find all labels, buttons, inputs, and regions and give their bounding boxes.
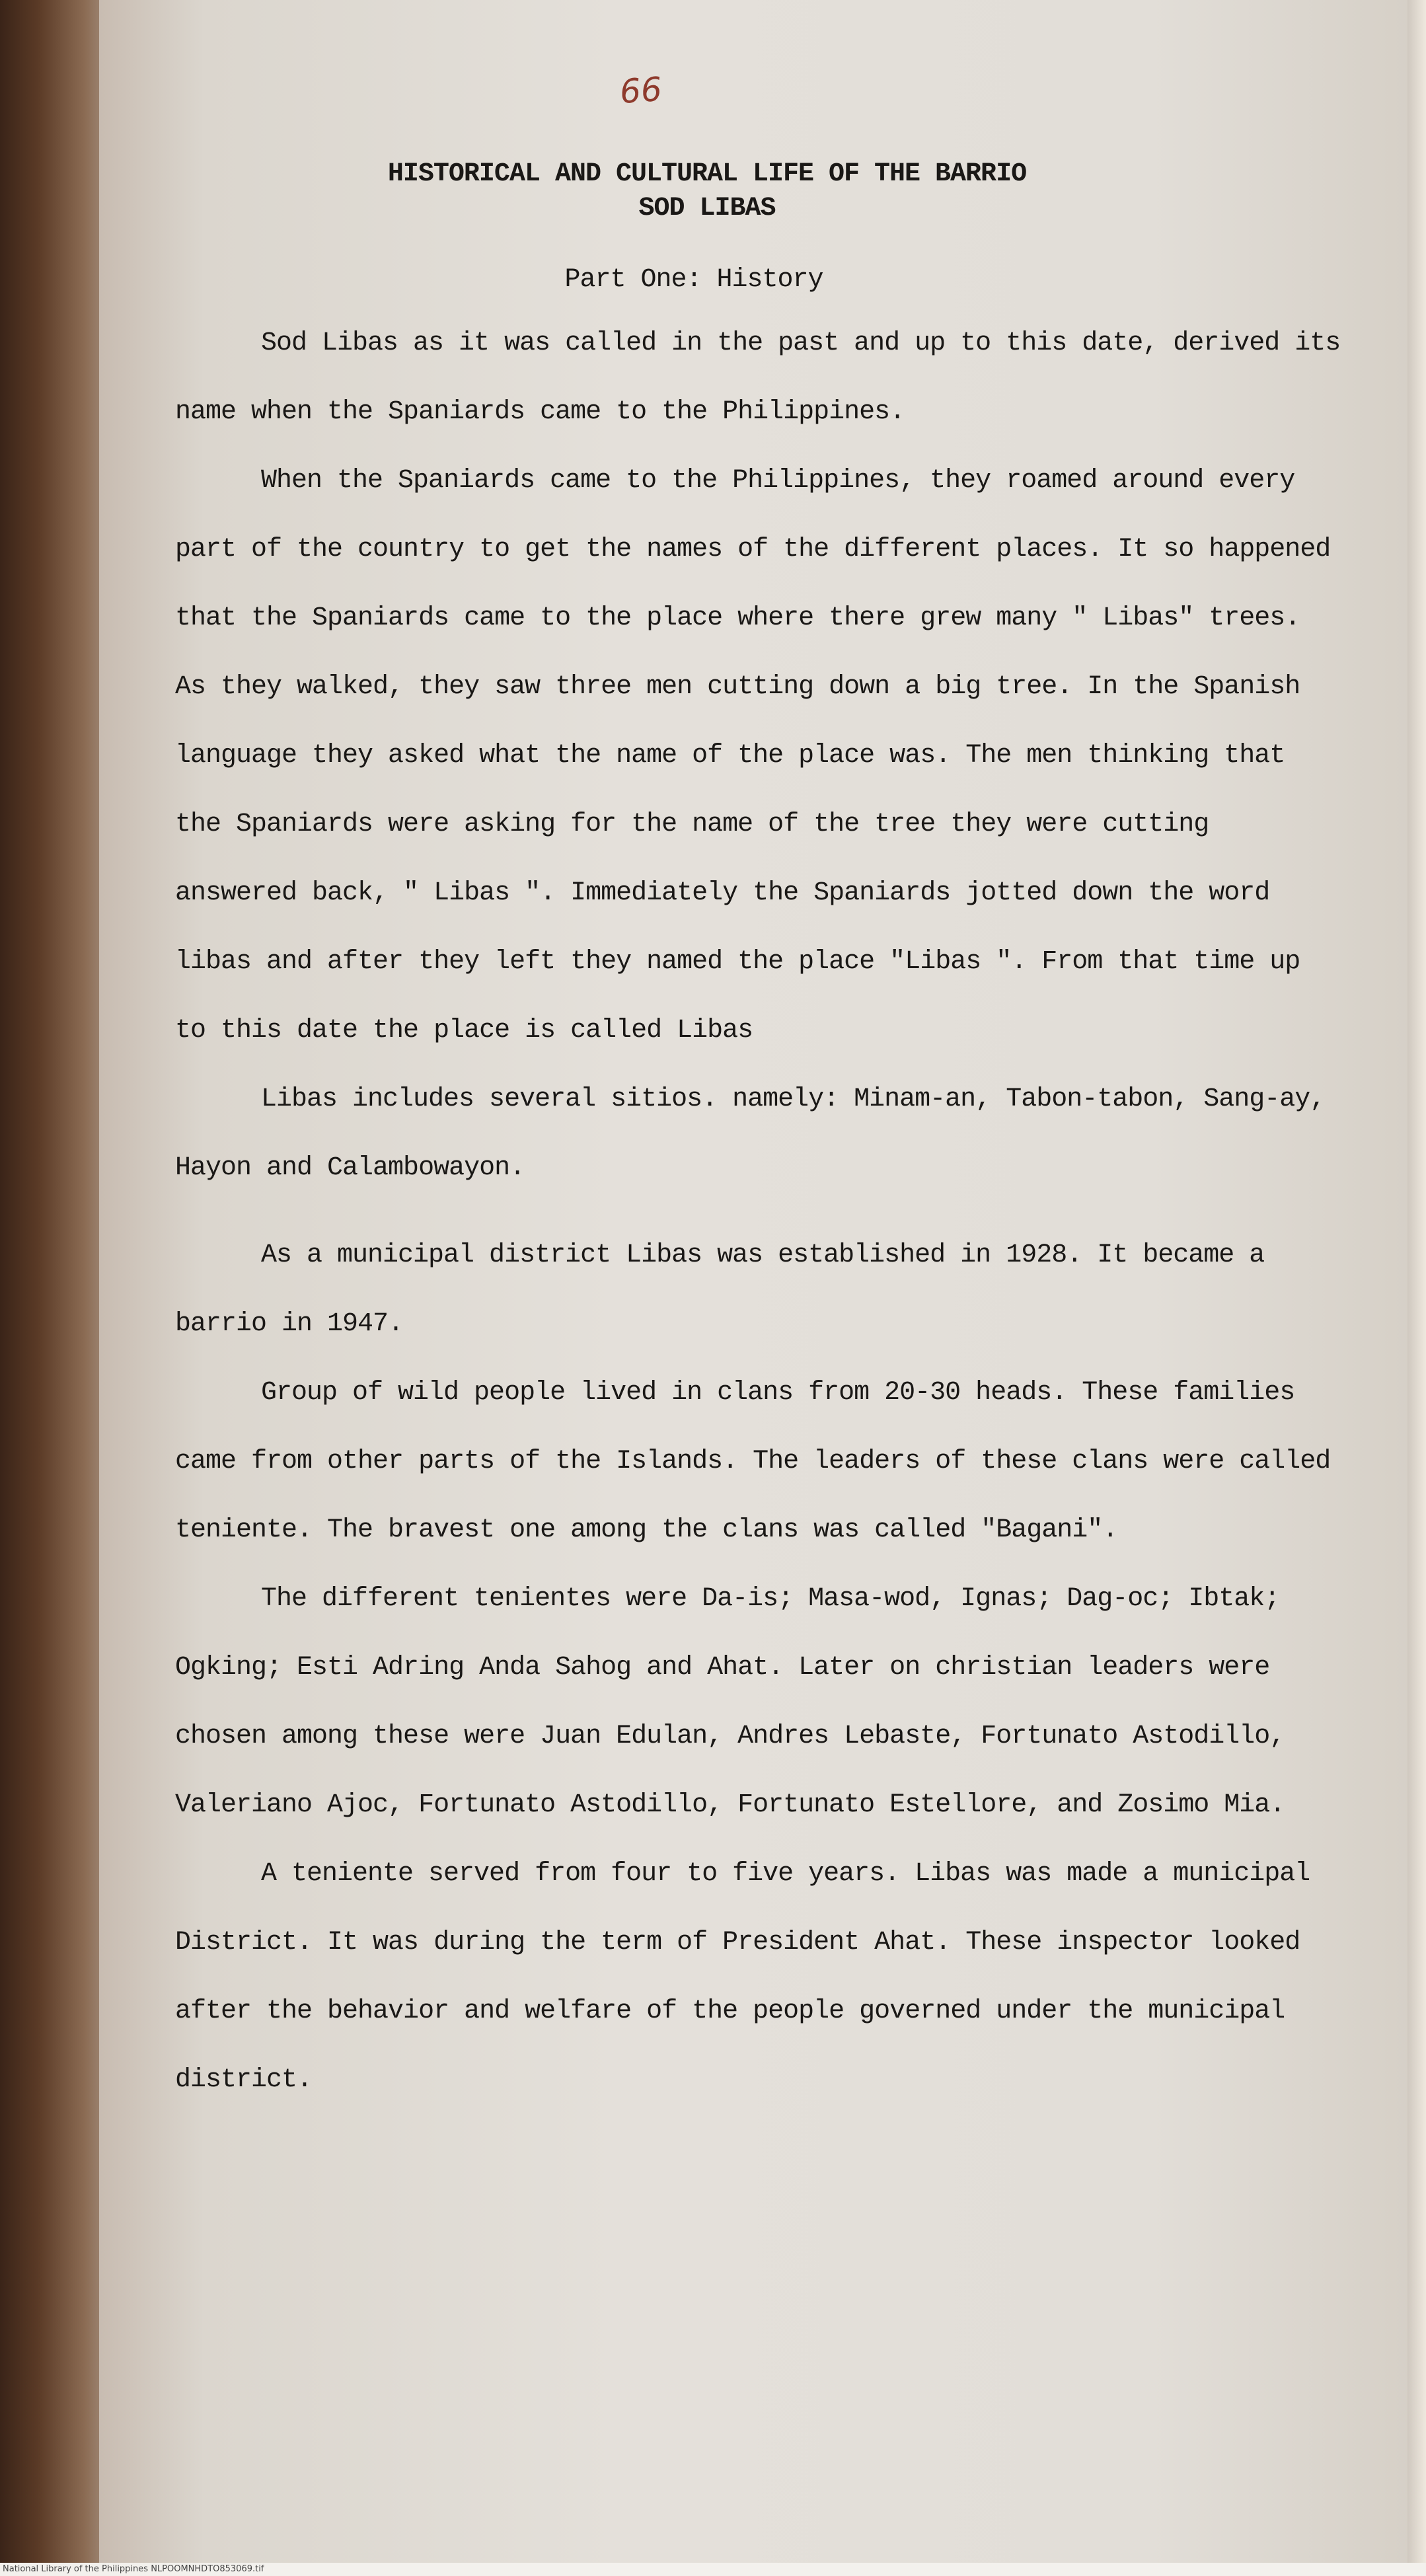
paragraph: Group of wild people lived in clans from 20-30 heads. These families came from other parts of the Islands. The leaders of these clans were called teniente. The bravest one among the clans was called "Bagani".: [175, 1378, 1331, 1545]
paragraph: The different tenientes were Da-is; Masa-wod, Ignas; Dag-oc; Ibtak; Ogking; Esti Adring Anda Sahog and Ahat. Later on christian leaders were chosen among these were Juan Edulan, Andres Lebaste, Fortunato Astodillo, Valeriano Ajoc, Fortunato Astodillo, Fortunato Estellore, and Zosimo Mia.: [175, 1584, 1285, 1820]
paragraph: A teniente served from four to five years. Libas was made a municipal District. It was during the term of President Ahat. These inspector looked after the behavior and welfare of the people governed under the municipal district.: [175, 1859, 1310, 2095]
paragraph: As a municipal district Libas was established in 1928. It became a barrio in 1947.: [175, 1240, 1265, 1339]
paragraph: When the Spaniards came to the Philippines, they roamed around every part of the country to get the names of the different places. It so happened that the Spaniards came to the place where there grew many " Libas" trees. As they walked, they saw three men cutting down a big tree. In the Spanish language they asked what the name of the place was. The men thinking that the Spaniards were asking for the name of the tree they were cutting answered back, " Libas ". Immediately the Spaniards jotted down the word libas and after they left they named the place "Libas ". From that time up to this date the place is called Libas: [175, 466, 1331, 1045]
paragraph: Sod Libas as it was called in the past and up to this date, derived its name when the Spaniards came to the Philippines.: [175, 328, 1341, 427]
title-line-2: SOD LIBAS: [638, 194, 776, 223]
paragraph: Libas includes several sitios. namely: Minam-an, Tabon-tabon, Sang-ay, Hayon and Calambowayon.: [175, 1084, 1326, 1183]
title-line-1: HISTORICAL AND CULTURAL LIFE OF THE BARRIO: [387, 159, 1027, 189]
section-heading: Part One: History: [564, 265, 823, 295]
document-body: [175, 157, 1345, 2115]
page-number: 66: [619, 69, 663, 112]
scan-credit: National Library of the Philippines NLPOOMNHDTO853069.tif: [0, 2563, 1426, 2576]
page-edge: [1407, 0, 1426, 2576]
